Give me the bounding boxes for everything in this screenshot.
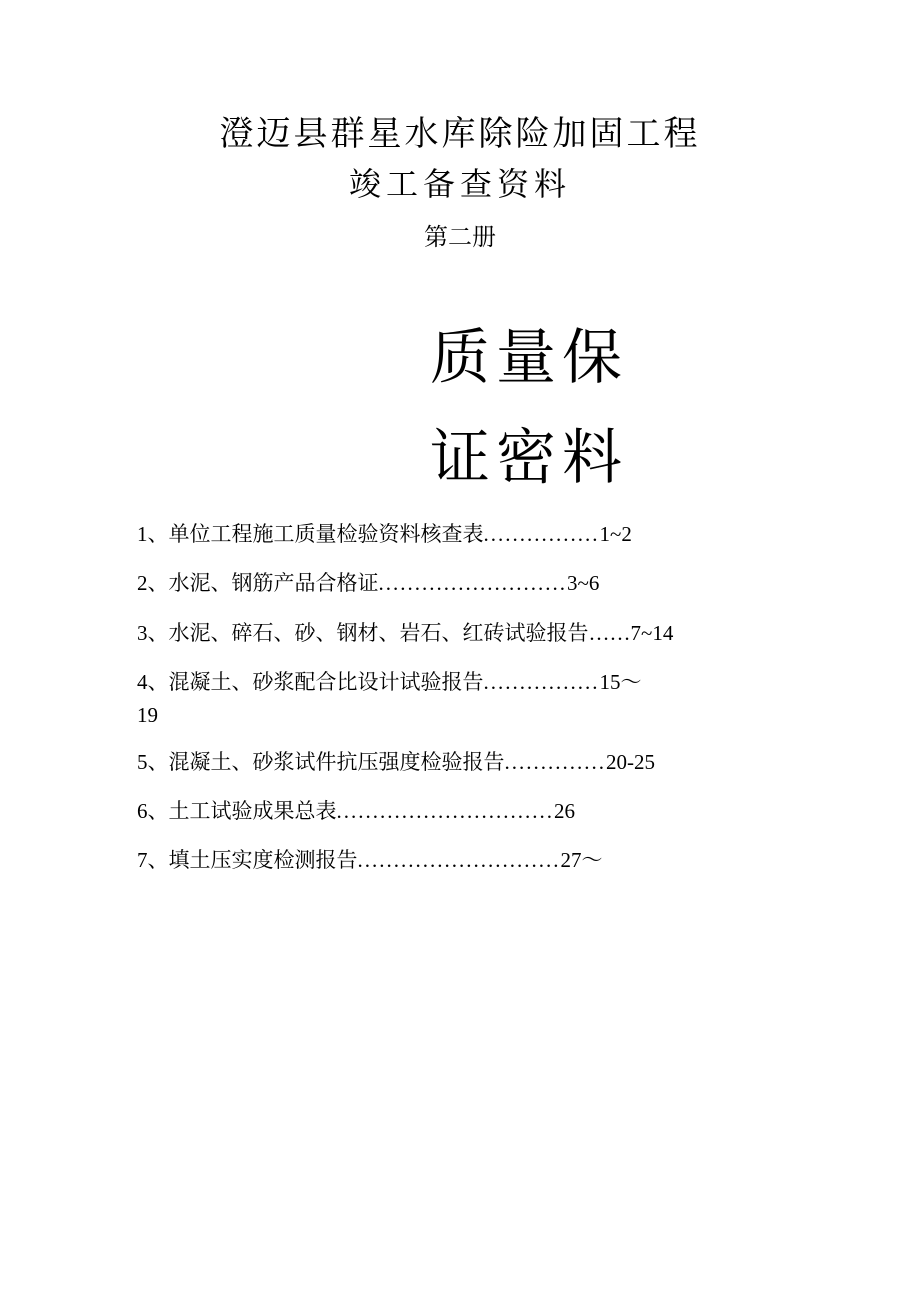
toc-item — [137, 518, 777, 550]
volume-label: 第二册 — [424, 223, 496, 251]
toc-item-pages: 3~6 — [567, 571, 600, 595]
toc-item — [137, 795, 777, 827]
toc-item-text: 1、单位工程施工质量检验资料核查表 — [137, 522, 484, 546]
toc-item — [137, 567, 777, 599]
document-title: 竣工备查资料 — [348, 165, 571, 203]
toc-item-text: 3、水泥、碎石、砂、钢材、岩石、红砖试验报告 — [137, 621, 589, 645]
section-title-line-1: 质量保 — [430, 323, 628, 393]
toc-item — [137, 844, 777, 876]
toc-item-text: 7、填土压实度检测报告 — [137, 848, 358, 872]
section-title-line-2: 证密料 — [430, 423, 628, 493]
toc-item-dots: .......................... — [378, 571, 567, 595]
toc-item-text: 2、水泥、钢筋产品合格证 — [137, 571, 379, 595]
toc-item-text: 5、混凝土、砂浆试件抗压强度检验报告 — [137, 750, 505, 774]
toc-item-dots: .............................. — [336, 799, 554, 823]
toc-item-text: 6、土工试验成果总表 — [137, 799, 337, 823]
toc-item-pages: 1~2 — [599, 522, 632, 546]
toc-item-dots: ............................ — [357, 848, 561, 872]
toc-item-text: 4、混凝土、砂浆配合比设计试验报告 — [137, 670, 484, 694]
toc-item-dots: .............. — [504, 750, 606, 774]
toc-item-pages: 15～ — [599, 670, 642, 694]
toc-item-pages: 26 — [554, 799, 575, 823]
toc-item — [137, 746, 777, 778]
toc-item-dots: ................ — [483, 522, 600, 546]
toc-item-dots: …… — [588, 621, 631, 645]
toc-item-pages: 7~14 — [630, 621, 674, 645]
toc-item-pages: 27～ — [560, 848, 603, 872]
toc-item — [137, 617, 777, 649]
toc-item-dots: ................ — [483, 670, 600, 694]
toc-item-pages-continued: 19 — [137, 703, 158, 727]
toc-item — [137, 666, 777, 698]
toc-item-pages: 20-25 — [606, 750, 655, 774]
project-title: 澄迈县群星水库除险加固工程 — [219, 114, 701, 154]
